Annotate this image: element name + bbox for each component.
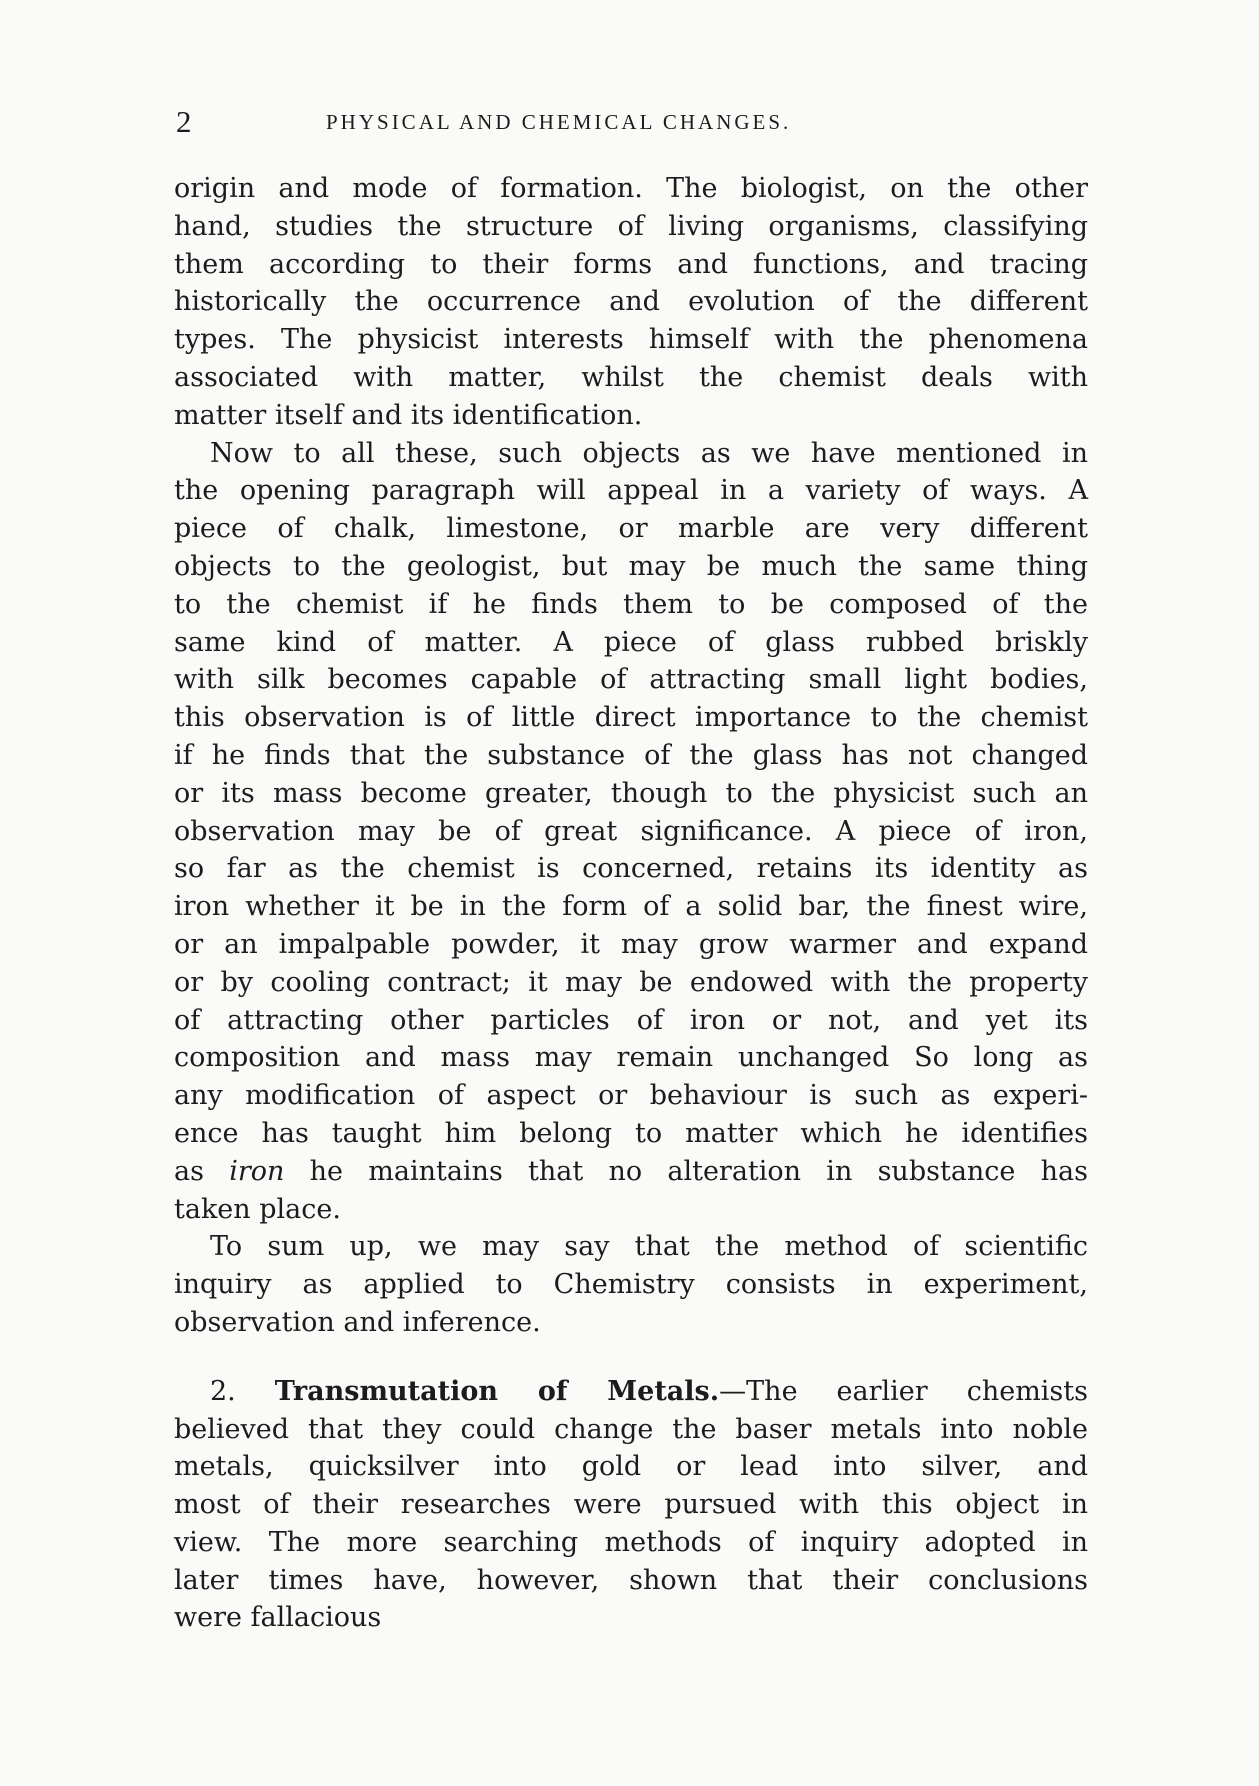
text-line: composition and mass may remain unchanged So long as [174,1042,1088,1074]
section-spacer [174,1342,1088,1373]
text-line: or by cooling contract; it may be endowed with the property [174,966,1088,998]
text-line: this observation is of little direct importance to the chemist [174,702,1088,734]
text-line: same kind of matter. A piece of glass rubbed briskly [174,626,1088,658]
text-line: matter itself and its identification. [174,399,643,431]
section-2 [174,1373,1088,1638]
paragraph-2 [174,435,1088,1229]
text-line: them according to their forms and functions, and tracing [174,248,1088,280]
text-line: or an impalpable powder, it may grow warmer and expand [174,928,1088,960]
text-line: objects to the geologist, but may be much the same thing [174,550,1088,582]
text-line: view. The more searching methods of inquiry adopted in [174,1526,1088,1558]
section-heading-line [174,1373,1088,1411]
text-line: if he finds that the substance of the glass has not changed [174,739,1088,771]
text-line-italic-iron [174,1153,1088,1191]
text-line: ence has taught him belong to matter which he identifies [174,1117,1088,1149]
text-line: of attracting other particles of iron or not, and yet its [174,1004,1088,1036]
italic-word: iron [229,1155,285,1187]
text-line: piece of chalk, limestone, or marble are very different [174,513,1088,545]
text-line: associated with matter, whilst the chemist deals with [174,361,1088,393]
text-line: historically the occurrence and evolution of the different [174,286,1088,318]
text-line: observation and inference. [174,1306,541,1338]
text-fragment: as [174,1155,230,1187]
text-line: with silk becomes capable of attracting small light bodies, [174,664,1088,696]
text-fragment: he maintains that no alteration in substance has [284,1155,1088,1187]
text-line: were fallacious [174,1602,382,1634]
text-line: later times have, however, shown that their conclusions [174,1564,1088,1596]
section-title: Transmutation of Metals. [274,1375,720,1407]
text-line: inquiry as applied to Chemistry consists in experiment, [174,1269,1088,1301]
section-heading-rest: —The earlier chemists [719,1375,1088,1407]
text-line: types. The physicist interests himself with the phenomena [174,324,1088,356]
text-line: origin and mode of formation. The biologist, on the other [174,173,1088,204]
text-line: believed that they could change the baser metals into noble [174,1413,1088,1445]
paragraph-1 [174,170,1088,435]
running-title: PHYSICAL AND CHEMICAL CHANGES. [326,110,792,134]
text-line: observation may be of great significance. A piece of iron, [174,815,1088,847]
running-head [176,100,1088,150]
text-line: metals, quicksilver into gold or lead into silver, and [174,1451,1088,1483]
text-line: To sum up, we may say that the method of scientific [210,1231,1088,1263]
text-line: any modification of aspect or behaviour is such as experi- [174,1080,1088,1112]
text-line: Now to all these, such objects as we have mentioned in [210,437,1088,469]
section-number: 2. [210,1375,236,1407]
text-line: taken place. [174,1193,341,1225]
text-line: iron whether it be in the form of a solid bar, the finest wire, [174,891,1088,923]
page-number: 2 [176,104,192,139]
text-line: most of their researches were pursued with this object in [174,1489,1088,1521]
paragraph-3 [174,1228,1088,1341]
text-line: to the chemist if he finds them to be composed of the [174,588,1088,620]
body-text [174,170,1088,1637]
text-line: or its mass become greater, though to the physicist such an [174,777,1088,809]
text-line: the opening paragraph will appeal in a variety of ways. A [174,475,1088,507]
text-line: so far as the chemist is concerned, retains its identity as [174,853,1088,885]
text-line: hand, studies the structure of living organisms, classifying [174,210,1088,242]
